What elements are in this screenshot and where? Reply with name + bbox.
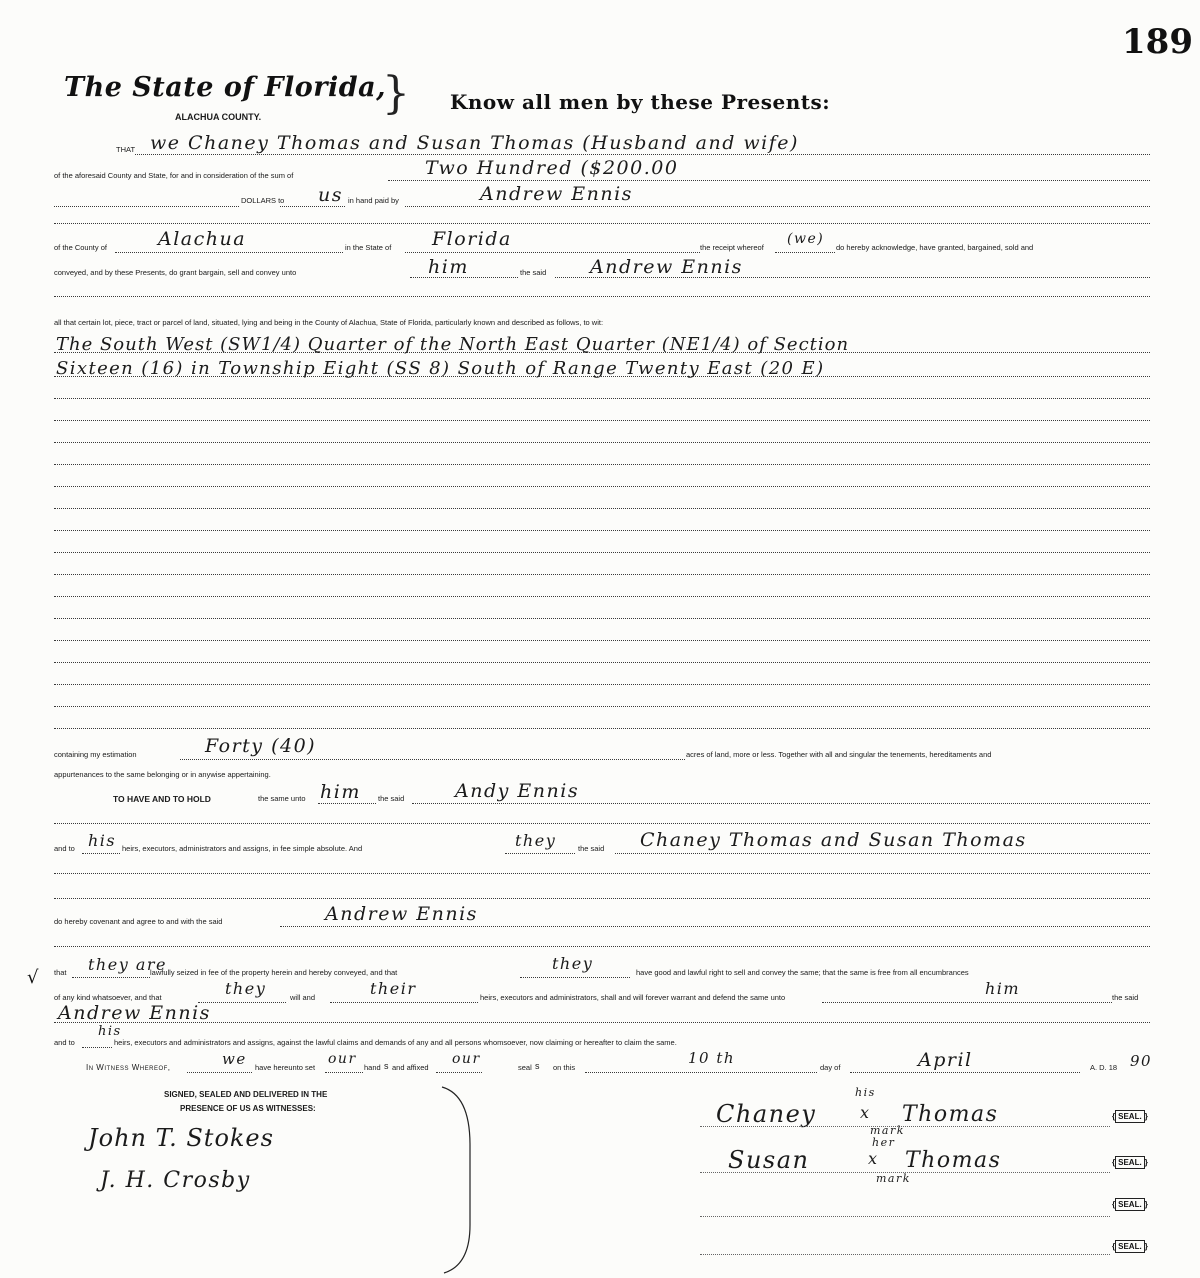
conveyed-label: conveyed, and by these Presents, do grant bargain, sell and convey unto (54, 268, 297, 277)
margin-checkmark: √ (27, 967, 39, 988)
seal-label-2: SEAL. (1115, 1156, 1145, 1169)
witness-value: we (222, 1050, 247, 1068)
witness-signature-2: J. H. Crosby (100, 1168, 251, 1193)
sum-value: Two Hundred ($200.00 (425, 157, 679, 179)
acres-text: acres of land, more or less. Together with all and singular the tenements, hereditaments and (686, 750, 992, 759)
good-right-text: have good and lawful right to sell and convey the same; that the same is free from all encumbrances (636, 968, 969, 977)
year-value: 90 (1130, 1052, 1153, 1070)
sum-label: of the aforesaid County and State, for and in consideration of the sum of (54, 171, 294, 180)
grantor-2-below: mark (876, 1172, 911, 1185)
hand-suffix: s (384, 1061, 389, 1071)
the-said-label: the said (520, 268, 547, 277)
seal-suffix: s (535, 1061, 540, 1071)
they-value-2: they (552, 954, 594, 973)
on-this-text: on this (553, 1063, 576, 1072)
habendum-text: the same unto (258, 794, 306, 803)
county-of-label: of the County of (54, 243, 107, 252)
that-label: THAT (116, 145, 136, 154)
witness-label: In Witness Whereof, (86, 1063, 171, 1072)
habendum-label: TO HAVE AND TO HOLD (113, 794, 211, 804)
hand-value: our (328, 1051, 357, 1067)
grantors-value: Chaney Thomas and Susan Thomas (640, 829, 1027, 851)
grantor-1-name: Chaney (716, 1100, 817, 1128)
witness-heading-2: PRESENCE OF US AS WITNESSES: (180, 1104, 316, 1113)
they-value-3: they (225, 979, 267, 998)
their-value: their (370, 979, 417, 998)
land-intro: all that certain lot, piece, tract or parcel of land, situated, lying and being in the County of Alachua, State of Florida, particularly known and described as follows, to wit: (54, 318, 604, 327)
habendum-grantee: Andy Ennis (455, 780, 580, 802)
said-label: the said (578, 844, 605, 853)
warrant-value: him (985, 979, 1021, 998)
seal-label-3: SEAL. (1115, 1198, 1145, 1211)
county-heading: ALACHUA COUNTY. (175, 112, 262, 122)
grantor-1-below: mark (870, 1124, 905, 1137)
seal-3: { SEAL. } (1112, 1200, 1148, 1209)
seal-label-4: SEAL. (1115, 1240, 1145, 1253)
day-of-text: day of (820, 1063, 841, 1072)
heirs-text: heirs, executors, administrators and assigns, in fee simple absolute. And (122, 844, 363, 853)
any-kind-text: of any kind whatsoever, and that (54, 993, 162, 1002)
and-to-value: his (88, 831, 117, 850)
header-brace: } (382, 68, 410, 119)
receipt-value: (we) (787, 231, 825, 247)
seal-value: our (452, 1051, 481, 1067)
receipt-label: the receipt whereof (700, 243, 764, 252)
ad-text: A. D. 18 (1090, 1063, 1118, 1072)
affixed-text: and affixed (392, 1063, 429, 1072)
grantor-2-surname: Thomas (905, 1148, 1002, 1173)
county-of-value: Alachua (158, 228, 247, 250)
paid-by-label: in hand paid by (348, 196, 399, 205)
lawfully-text: lawfully seized in fee of the property herein and hereby conveyed, and that (150, 968, 398, 977)
containing-label: containing my estimation (54, 750, 137, 759)
dollars-to-value: us (318, 184, 343, 206)
claims-text: heirs, executors and administrators and assigns, against the lawful claims and demands of any and all persons whomsoever, now claiming or hereafter to claim the same. (114, 1038, 677, 1047)
seal-label-1: SEAL. (1115, 1110, 1145, 1123)
covenant-value: Andrew Ennis (325, 903, 478, 925)
page-number: 189 (1122, 22, 1193, 62)
that-label-2: that (54, 968, 67, 977)
grantor-1-mark: x (860, 1103, 871, 1122)
grantors-text: we Chaney Thomas and Susan Thomas (Husband and wife) (150, 132, 799, 154)
witness-heading-1: SIGNED, SEALED AND DELIVERED IN THE (164, 1090, 328, 1099)
seal-text: seal (518, 1063, 532, 1072)
day-value: 10 th (688, 1049, 736, 1067)
hand-text: hand (364, 1063, 381, 1072)
set-text: have hereunto set (255, 1063, 316, 1072)
state-of-label: in the State of (345, 243, 392, 252)
description-line-1: The South West (SW1/4) Quarter of the North East Quarter (NE1/4) of Section (56, 334, 850, 355)
month-value: April (918, 1049, 973, 1071)
they-value: they (515, 831, 557, 850)
seal-4: { SEAL. } (1112, 1242, 1148, 1251)
grantor-2-name: Susan (728, 1146, 810, 1174)
paid-by-value: Andrew Ennis (480, 183, 633, 205)
acknowledge-text: do hereby acknowledge, have granted, bargained, sold and (836, 243, 1034, 252)
grantor-2-mark: x (868, 1149, 879, 1168)
witness-bracket (440, 1085, 480, 1275)
and-to-label-2: and to (54, 1038, 75, 1047)
description-line-2: Sixteen (16) in Township Eight (SS 8) South of Range Twenty East (20 E) (56, 358, 825, 379)
presents-heading: Know all men by these Presents: (450, 90, 831, 114)
covenant-label: do hereby covenant and agree to and with the said (54, 917, 223, 926)
seal-2: { SEAL. } (1112, 1158, 1148, 1167)
habendum-value: him (320, 781, 361, 803)
appurtenances-text: appurtenances to the same belonging or in anywise appertaining. (54, 770, 271, 779)
grantor-2-above: her (872, 1136, 896, 1149)
grantor-1-above: his (855, 1086, 876, 1099)
state-of-value: Florida (432, 228, 512, 250)
grantor-1-surname: Thomas (902, 1102, 999, 1127)
state-heading: The State of Florida, (64, 72, 387, 103)
they-are-value: they are (88, 955, 167, 974)
grantee-last: Andrew Ennis (58, 1002, 211, 1024)
witness-signature-1: John T. Stokes (88, 1124, 274, 1152)
habendum-said: the said (378, 794, 405, 803)
the-said-end: the said (1112, 993, 1139, 1002)
the-said-value: Andrew Ennis (590, 256, 743, 278)
his-value: his (98, 1024, 122, 1039)
conveyed-value: him (428, 256, 469, 278)
seal-1: { SEAL. } (1112, 1112, 1148, 1121)
dollars-to-label: DOLLARS to (241, 196, 285, 205)
and-to-label: and to (54, 844, 75, 853)
will-and-text: will and (290, 993, 316, 1002)
warrant-text: heirs, executors and administrators, shall and will forever warrant and defend the same unto (480, 993, 786, 1002)
containing-value: Forty (40) (205, 735, 317, 757)
